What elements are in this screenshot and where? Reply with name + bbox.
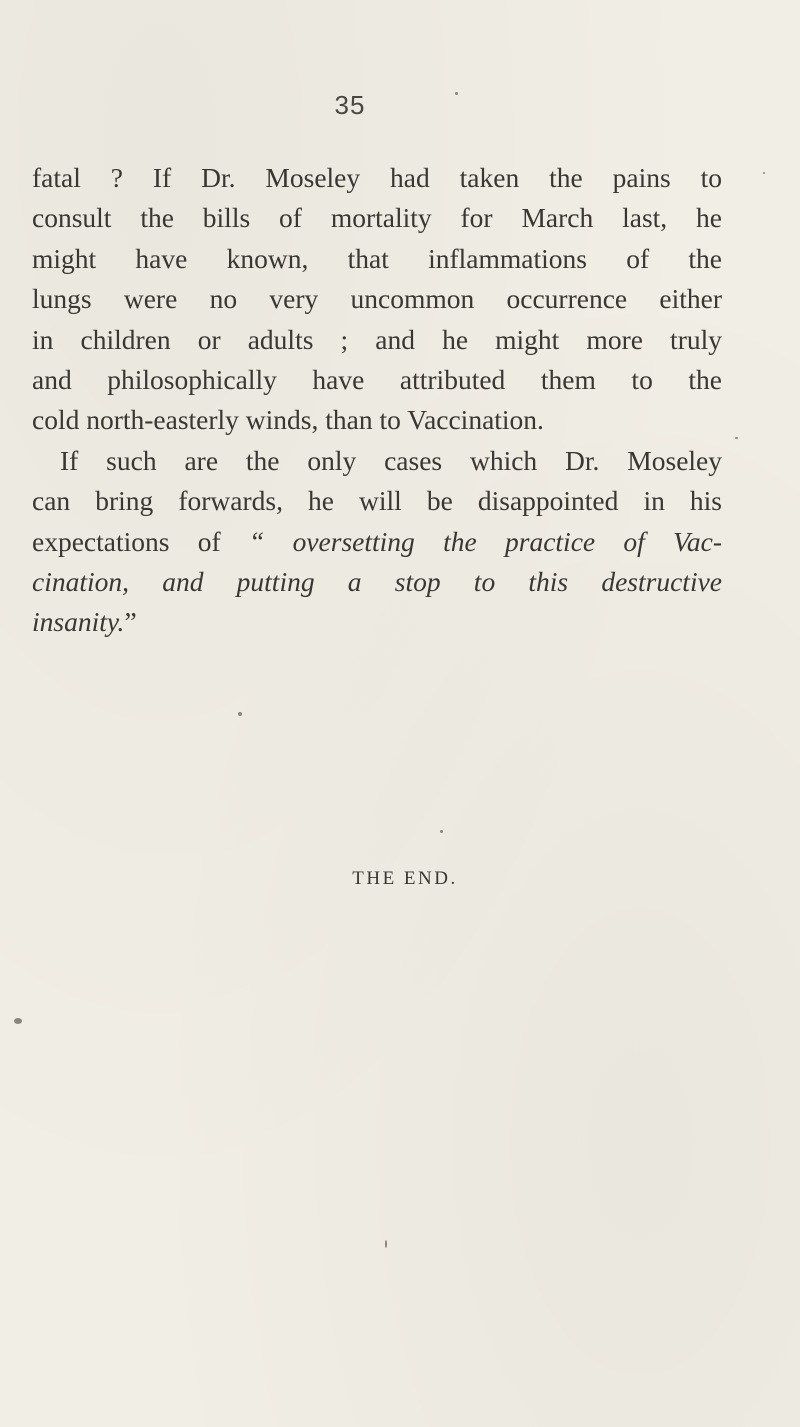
paragraph-1-line: in children or adults ; and he might more truly (32, 323, 722, 355)
quotation-italic: cination, and putting a stop to this destructive (32, 565, 722, 597)
body-text (32, 158, 722, 643)
paragraph-2-line (32, 602, 722, 642)
paper-speck (14, 1018, 22, 1024)
quotation-italic: insanity. (32, 606, 125, 638)
paragraph-1-line: consult the bills of mortality for March last, he (32, 202, 722, 234)
paragraph-1-line: cold north-easterly winds, than to Vaccination. (32, 404, 544, 436)
paper-speck (763, 172, 765, 174)
paragraph-1-line: and philosophically have attributed them to the (32, 363, 722, 395)
quotation-italic: “ oversetting the practice of Vac- (248, 525, 722, 557)
paragraph-1-line: lungs were no very uncommon occurrence either (32, 283, 722, 315)
paragraph-2-line: can bring forwards, he will be disappointed in his (32, 485, 722, 517)
paragraph-2-line-roman: expectations of (32, 525, 249, 557)
paragraph-2-line (32, 522, 722, 562)
paper-speck (238, 712, 242, 716)
page-number: 35 (334, 90, 366, 120)
paper-speck (455, 92, 458, 95)
the-end-text: THE END. (352, 868, 458, 889)
paper-speck (440, 830, 443, 833)
paper-speck (385, 1240, 387, 1248)
paragraph-2-line: If such are the only cases which Dr. Moseley (60, 444, 722, 476)
closing-quote: ” (124, 606, 137, 638)
paragraph-1-line: fatal ? If Dr. Moseley had taken the pains to (32, 162, 722, 193)
paragraph-1-line: might have known, that inflammations of the (32, 242, 722, 274)
paper-speck (735, 437, 738, 439)
